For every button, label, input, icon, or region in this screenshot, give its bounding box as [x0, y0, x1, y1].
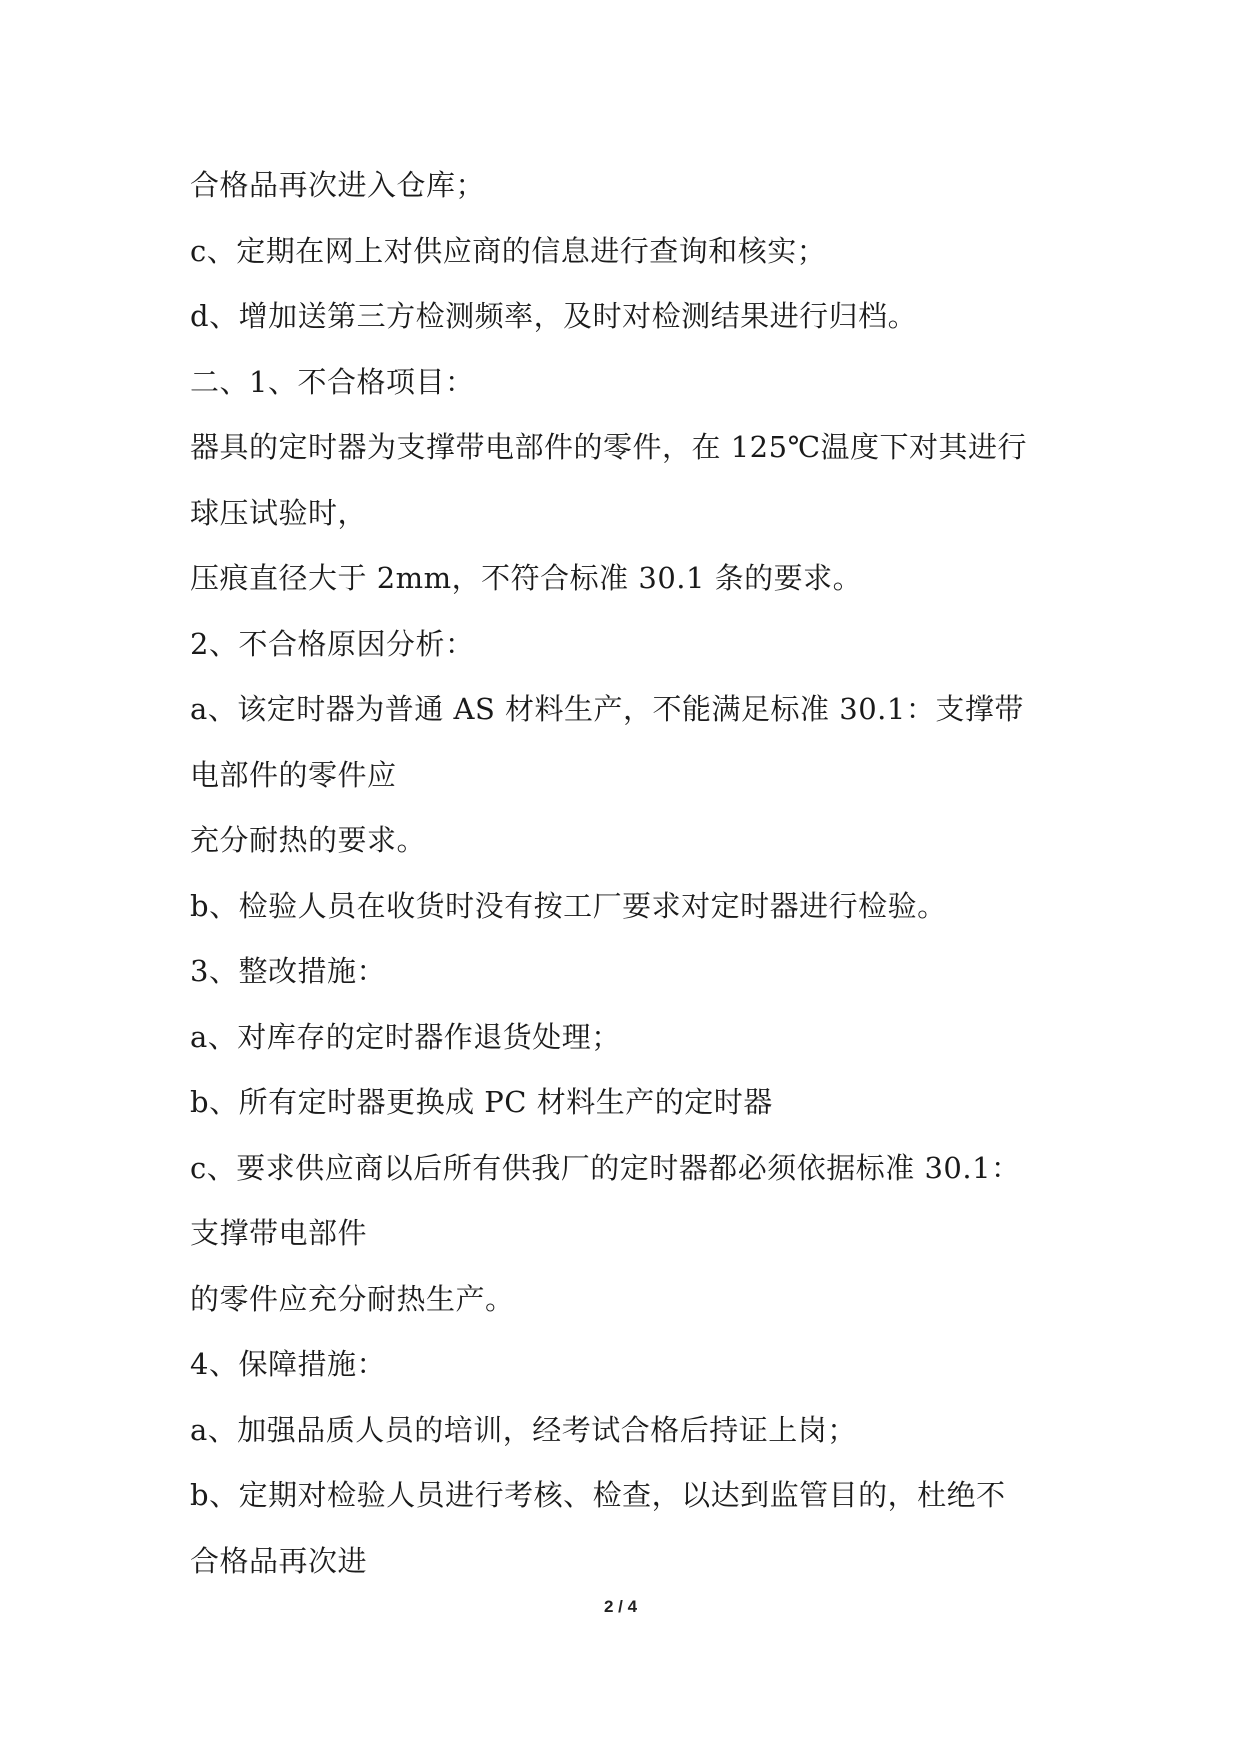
paragraph-line: 支撑带电部件	[190, 1216, 368, 1250]
paragraph-line: b、定期对检验人员进行考核、检查，以达到监管目的，杜绝不	[190, 1478, 1006, 1512]
paragraph-line: 合格品再次进入仓库；	[190, 168, 486, 202]
paragraph-line: c、定期在网上对供应商的信息进行查询和核实；	[190, 233, 827, 268]
paragraph-line: 球压试验时，	[190, 495, 368, 530]
paragraph-line: a、加强品质人员的培训，经考试合格后持证上岗；	[190, 1412, 857, 1447]
paragraph-line: c、要求供应商以后所有供我厂的定时器都必须依据标准 30.1：	[190, 1150, 1021, 1185]
document-body	[190, 152, 1070, 1593]
paragraph-line: a、该定时器为普通 AS 材料生产，不能满足标准 30.1：支撑带	[190, 692, 1024, 726]
paragraph-line: d、增加送第三方检测频率，及时对检测结果进行归档。	[190, 299, 918, 333]
paragraph-line: 电部件的零件应	[190, 757, 397, 792]
paragraph-line: a、对库存的定时器作退货处理；	[190, 1019, 621, 1054]
paragraph-line: 压痕直径大于 2mm，不符合标准 30.1 条的要求。	[190, 561, 863, 595]
section-heading: 3、整改措施：	[190, 954, 386, 988]
paragraph-line: b、检验人员在收货时没有按工厂要求对定时器进行检验。	[190, 888, 947, 923]
section-heading: 二、1、不合格项目：	[190, 364, 475, 399]
section-heading: 4、保障措施：	[190, 1347, 386, 1381]
section-heading: 2、不合格原因分析：	[190, 626, 475, 661]
paragraph-line: b、所有定时器更换成 PC 材料生产的定时器	[190, 1085, 773, 1119]
paragraph-line: 合格品再次进	[190, 1543, 368, 1578]
page-number: 2 / 4	[603, 1597, 638, 1616]
paragraph-line: 充分耐热的要求。	[190, 823, 427, 857]
paragraph-line: 器具的定时器为支撑带电部件的零件，在 125℃温度下对其进行	[190, 430, 1028, 464]
paragraph-line: 的零件应充分耐热生产。	[190, 1281, 515, 1316]
